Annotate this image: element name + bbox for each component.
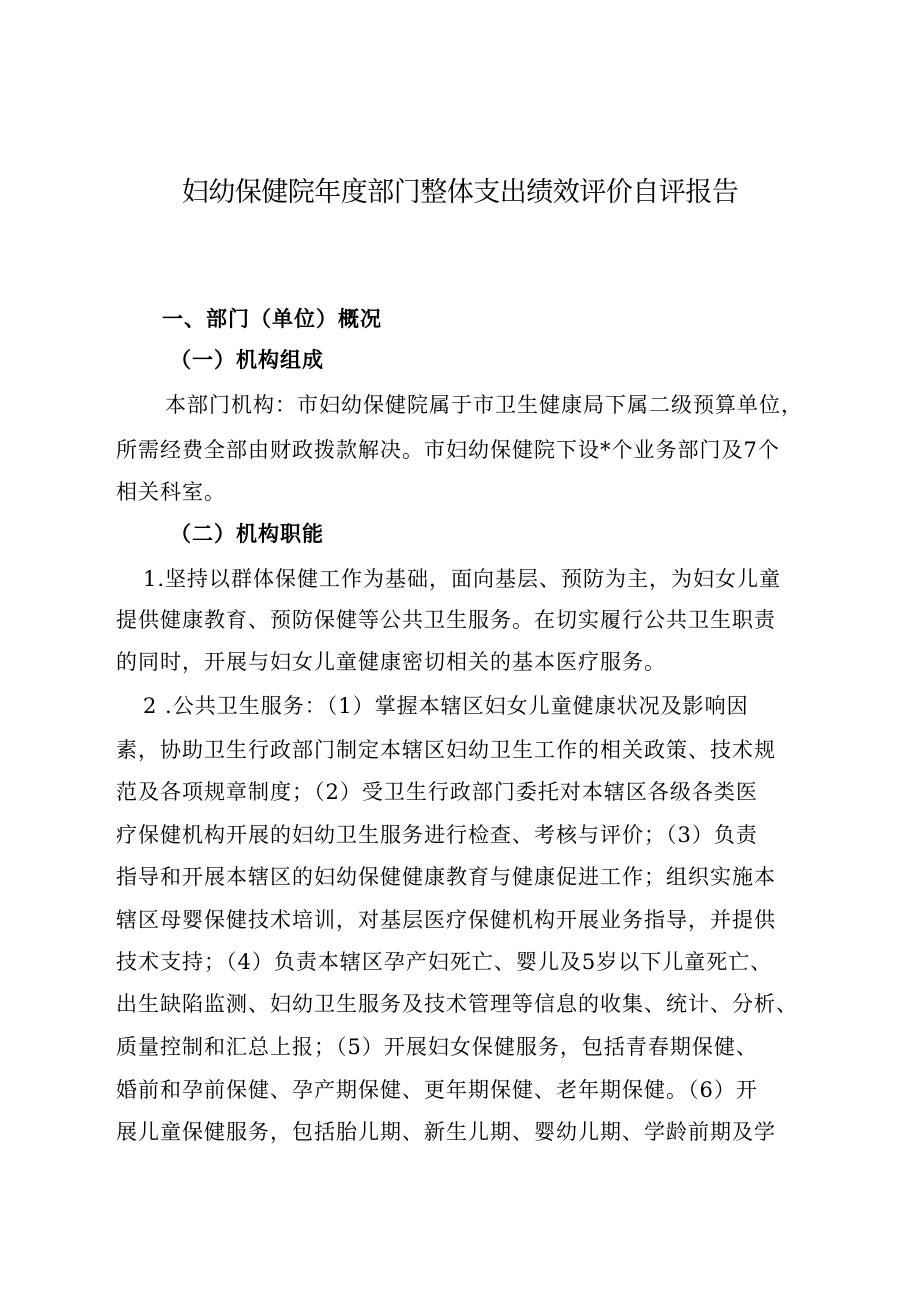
paragraph-line: 出生缺陷监测、妇幼卫生服务及技术管理等信息的收集、统计、分析、 [116, 992, 798, 1016]
paragraph-line: 质量控制和汇总上报；（5）开展妇女保健服务，包括青春期保健、 [116, 1035, 758, 1059]
paragraph-line: 范及各项规章制度；（2）受卫生行政部门委托对本辖区各级各类医 [116, 780, 758, 804]
section-heading-overview: 一、部门（单位）概况 [162, 306, 382, 331]
paragraph-line: 指导和开展本辖区的妇幼保健健康教育与健康促进工作；组织实施本 [116, 865, 776, 889]
paragraph-line: 提供健康教育、预防保健等公共卫生服务。在切实履行公共卫生职责 [116, 608, 776, 632]
paragraph-line: 技术支持；（4）负责本辖区孕产妇死亡、婴儿及5岁以下儿童死亡、 [116, 950, 773, 974]
subsection-heading-organization: （一）机构组成 [170, 347, 324, 372]
paragraph-line: 1.坚持以群体保健工作为基础，面向基层、预防为主，为妇女儿童 [143, 567, 782, 591]
paragraph-line: 辖区母婴保健技术培训，对基层医疗保健机构开展业务指导，并提供 [116, 908, 776, 932]
paragraph-line: 素，协助卫生行政部门制定本辖区妇幼卫生工作的相关政策、技术规 [116, 738, 776, 762]
paragraph-line: 疗保健机构开展的妇幼卫生服务进行检查、考核与评价；（3）负责 [116, 823, 758, 847]
paragraph-line: 所需经费全部由财政拨款解决。市妇幼保健院下设*个业务部门及7个 [116, 438, 780, 462]
paragraph-line: 相关科室。 [116, 480, 226, 504]
document-title: 妇幼保健院年度部门整体支出绩效评价自评报告 [181, 177, 739, 208]
paragraph-line: 展儿童保健服务，包括胎儿期、新生儿期、婴幼儿期、学龄前期及学 [116, 1120, 776, 1144]
paragraph-line: 2 .公共卫生服务：（1）掌握本辖区妇女儿童健康状况及影响因 [143, 694, 749, 718]
subsection-heading-functions: （二）机构职能 [170, 521, 324, 546]
paragraph-line: 婚前和孕前保健、孕产期保健、更年期保健、老年期保健。（6）开 [116, 1078, 758, 1102]
paragraph-line: 本部门机构：市妇幼保健院属于市卫生健康局下属二级预算单位， [165, 393, 803, 417]
paragraph-line: 的同时，开展与妇女儿童健康密切相关的基本医疗服务。 [116, 650, 666, 674]
